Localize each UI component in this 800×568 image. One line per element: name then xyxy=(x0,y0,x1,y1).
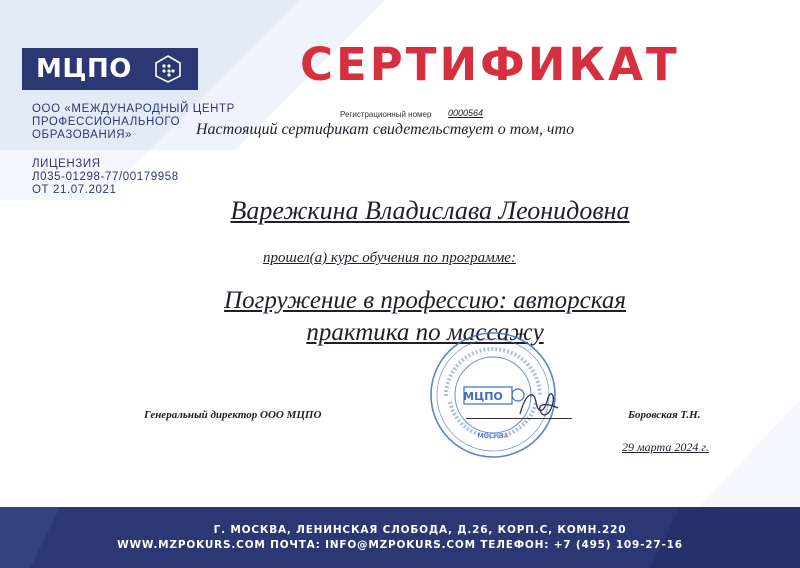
mcpo-logo xyxy=(22,48,198,90)
stamp-city: МОСКВА xyxy=(477,432,509,440)
cube-icon xyxy=(154,55,182,83)
license-date: ОТ 21.07.2021 xyxy=(32,184,117,196)
director-title: Генеральный директор ООО МЦПО xyxy=(144,409,322,421)
recipient-name: Варежкина Владислава Леонидовна xyxy=(230,196,630,225)
issue-date: 29 марта 2024 г. xyxy=(622,440,709,454)
program-name: Погружение в профессию: авторская практика по массажу xyxy=(224,287,626,346)
certificate-title: СЕРТИФИКАТ xyxy=(300,38,680,91)
completed-text: прошел(а) курс обучения по программе: xyxy=(263,250,516,266)
director-name: Боровская Т.Н. xyxy=(628,409,701,421)
footer-address: Г. МОСКВА, ЛЕНИНСКАЯ СЛОБОДА, Д.26, КОРП.С, КОМН.220 xyxy=(213,524,627,536)
organization-name: ООО «МЕЖДУНАРОДНЫЙ ЦЕНТР ПРОФЕССИОНАЛЬНОГО ОБРАЗОВАНИЯ» xyxy=(32,103,235,141)
footer-contacts: WWW.MZPOKURS.COM ПОЧТА: INFO@MZPOKURS.COM ТЕЛЕФОН: +7 (495) 109-27-16 xyxy=(117,539,683,551)
footer-bar xyxy=(0,507,800,568)
stamp-center-text: МЦПО xyxy=(463,390,503,403)
registration-label: Регистрационный номер xyxy=(340,110,432,119)
license-block xyxy=(32,158,179,197)
footer-decoration xyxy=(0,507,800,568)
intro-text: Настоящий сертификат свидетельствует о том, что xyxy=(196,121,575,138)
recipient-wrapper xyxy=(0,196,800,226)
registration-number: 0000564 xyxy=(448,108,484,118)
logo-text: МЦПО xyxy=(36,54,132,84)
signature-line xyxy=(466,418,572,419)
license-number: Л035-01298-77/00179958 xyxy=(32,171,179,183)
license-label: ЛИЦЕНЗИЯ xyxy=(32,158,101,170)
